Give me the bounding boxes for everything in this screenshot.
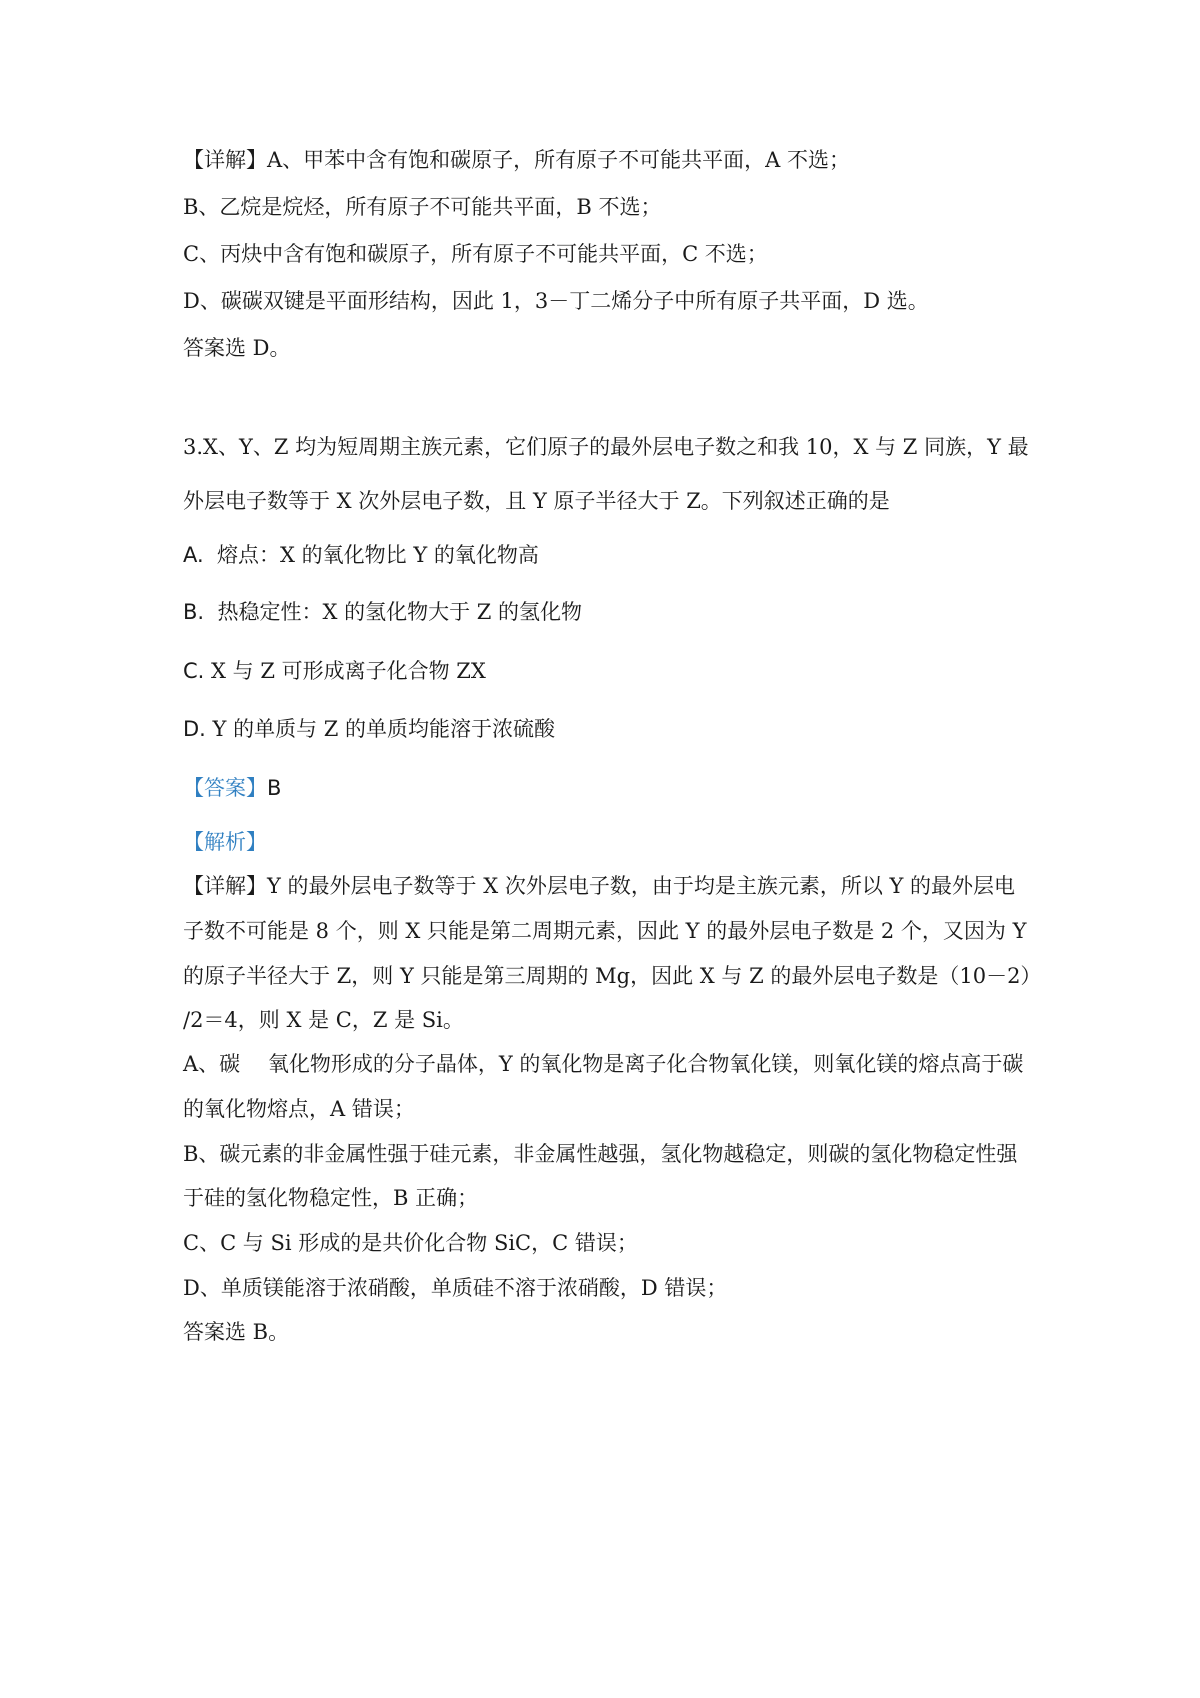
analysis-line: 【详解】Y 的最外层电子数等于 X 次外层电子数，由于均是主族元素，所以 Y 的最外层电	[183, 874, 1016, 898]
question-stem: 外层电子数等于 X 次外层电子数，且 Y 原子半径大于 Z。下列叙述正确的是	[183, 489, 890, 513]
analysis-line: B、碳元素的非金属性强于硅元素，非金属性越强，氢化物越稳定，则碳的氢化物稳定性强	[183, 1142, 1018, 1166]
analysis-line: A、碳 氧化物形成的分子晶体，Y 的氧化物是离子化合物氧化镁，则氧化镁的熔点高于碳	[183, 1052, 1024, 1076]
answer-line	[183, 774, 281, 802]
prev-explanation-line: D、碳碳双键是平面形结构，因此 1，3－丁二烯分子中所有原子共平面，D 选。	[183, 289, 929, 313]
option-text: X 与 Z 可形成离子化合物 ZX	[211, 659, 486, 683]
prev-explanation-line: C、丙炔中含有饱和碳原子，所有原子不可能共平面，C 不选；	[183, 242, 768, 266]
option-label: C.	[183, 659, 205, 683]
option-text: Y 的单质与 Z 的单质均能溶于浓硫酸	[212, 717, 556, 741]
option-a	[183, 541, 539, 569]
prev-explanation-line: 【详解】A、甲苯中含有饱和碳原子，所有原子不可能共平面，A 不选；	[183, 148, 851, 172]
option-d	[183, 715, 555, 743]
option-c	[183, 657, 486, 685]
option-label: D.	[183, 717, 206, 741]
analysis-line: 于硅的氢化物稳定性，B 正确；	[183, 1186, 479, 1210]
answer-value: B	[267, 776, 282, 800]
analysis-line: 的氧化物熔点，A 错误；	[183, 1097, 415, 1121]
analysis-line: 的原子半径大于 Z，则 Y 只能是第三周期的 Mg，因此 X 与 Z 的最外层电子数是（10－2）	[183, 964, 1042, 988]
analysis-line: 答案选 B。	[183, 1320, 290, 1344]
prev-explanation-line: B、乙烷是烷烃，所有原子不可能共平面，B 不选；	[183, 195, 662, 219]
prev-explanation-line: 答案选 D。	[183, 336, 291, 360]
analysis-line: 子数不可能是 8 个，则 X 只能是第二周期元素，因此 Y 的最外层电子数是 2 个，又因为 Y	[183, 919, 1027, 943]
option-b	[183, 598, 582, 626]
analysis-line: /2＝4，则 X 是 C，Z 是 Si。	[183, 1008, 464, 1032]
answer-tag: 【答案】	[183, 776, 267, 800]
option-label: A.	[183, 543, 204, 567]
question-stem: 3.X、Y、Z 均为短周期主族元素，它们原子的最外层电子数之和我 10，X 与 Z 同族，Y 最	[183, 435, 1029, 459]
analysis-tag: 【解析】	[183, 830, 267, 854]
option-text: 熔点：X 的氧化物比 Y 的氧化物高	[217, 543, 539, 567]
option-label: B.	[183, 600, 205, 624]
option-text: 热稳定性：X 的氢化物大于 Z 的氢化物	[217, 600, 583, 624]
analysis-line: C、C 与 Si 形成的是共价化合物 SiC，C 错误；	[183, 1231, 638, 1255]
analysis-line: D、单质镁能溶于浓硝酸，单质硅不溶于浓硝酸，D 错误；	[183, 1276, 728, 1300]
